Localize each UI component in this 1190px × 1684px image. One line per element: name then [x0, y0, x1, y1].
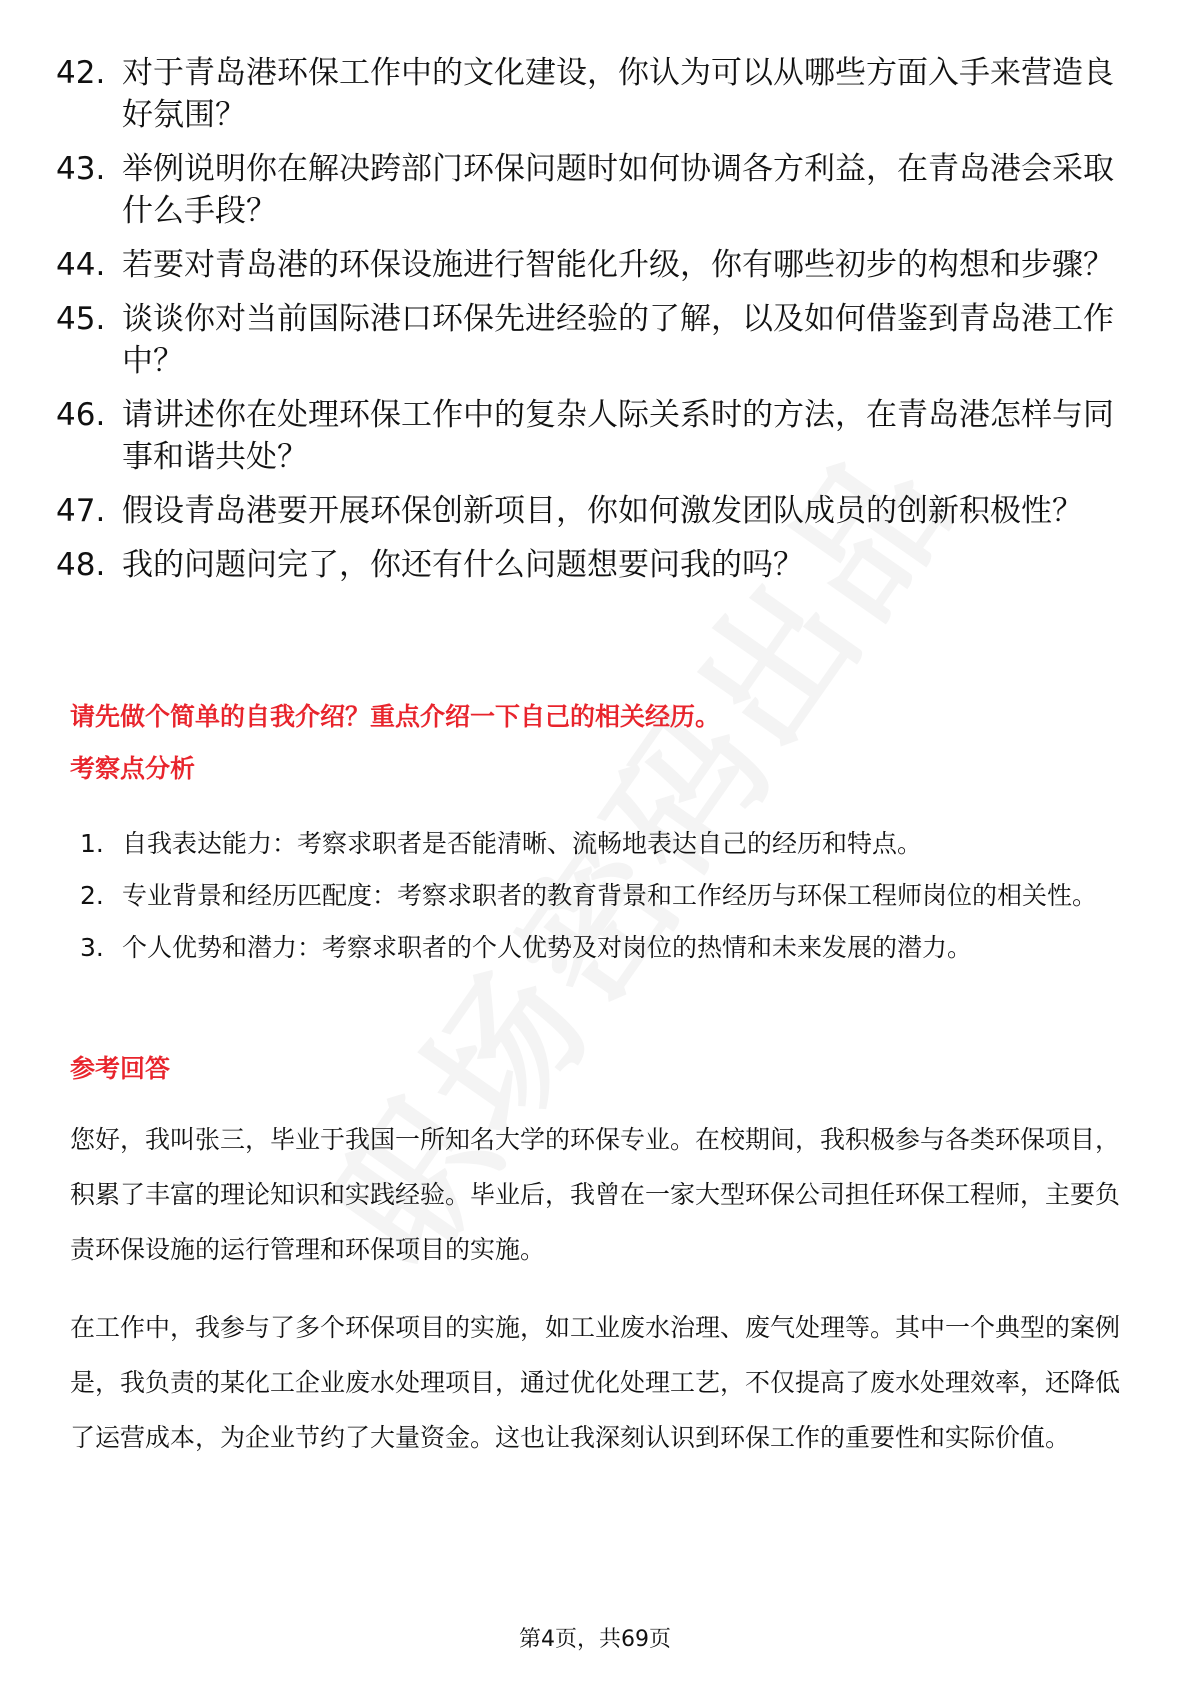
question-text: 请讲述你在处理环保工作中的复杂人际关系时的方法，在青岛港怎样与同事和谐共处？	[122, 397, 1114, 475]
point-text: 专业背景和经历匹配度：考察求职者的教育背景和工作经历与环保工程师岗位的相关性。	[122, 881, 1098, 910]
question-text: 举例说明你在解决跨部门环保问题时如何协调各方利益，在青岛港会采取什么手段？	[122, 151, 1114, 229]
analysis-heading: 考察点分析	[70, 754, 196, 783]
point-number: 1.	[80, 829, 104, 858]
question-number: 48.	[56, 547, 106, 583]
question-item	[56, 148, 1136, 232]
answer-paragraph: 在工作中，我参与了多个环保项目的实施，如工业废水治理、废气处理等。其中一个典型的案例是，我负责的某化工企业废水处理项目，通过优化处理工艺，不仅提高了废水处理效率，还降低了运营成本，为企业节约了大量资金。这也让我深刻认识到环保工作的重要性和实际价值。	[70, 1313, 1121, 1452]
question-text: 我的问题问完了，你还有什么问题想要问我的吗？	[122, 547, 804, 583]
question-number: 44.	[56, 247, 106, 283]
question-item	[56, 490, 1136, 532]
question-number: 42.	[56, 55, 106, 91]
analysis-points	[80, 818, 1130, 974]
question-number: 46.	[56, 397, 106, 433]
analysis-point	[80, 818, 1130, 870]
question-item	[56, 394, 1136, 478]
question-item	[56, 52, 1136, 136]
question-item	[56, 244, 1136, 286]
question-text: 若要对青岛港的环保设施进行智能化升级，你有哪些初步的构想和步骤？	[122, 247, 1114, 283]
section-question-heading: 请先做个简单的自我介绍？重点介绍一下自己的相关经历。	[70, 702, 721, 731]
point-number: 2.	[80, 881, 104, 910]
question-number: 47.	[56, 493, 106, 529]
question-text: 谈谈你对当前国际港口环保先进经验的了解，以及如何借鉴到青岛港工作中？	[122, 301, 1114, 379]
question-item	[56, 544, 1136, 586]
answer-paragraph: 您好，我叫张三，毕业于我国一所知名大学的环保专业。在校期间，我积极参与各类环保项目，积累了丰富的理论知识和实践经验。毕业后，我曾在一家大型环保公司担任环保工程师，主要负责环保设施的运行管理和环保项目的实施。	[70, 1125, 1121, 1264]
question-list	[56, 52, 1136, 598]
point-text: 自我表达能力：考察求职者是否能清晰、流畅地表达自己的经历和特点。	[122, 829, 923, 858]
answer-heading: 参考回答	[70, 1054, 171, 1083]
analysis-point	[80, 922, 1130, 974]
question-number: 45.	[56, 301, 106, 337]
point-text: 个人优势和潜力：考察求职者的个人优势及对岗位的热情和未来发展的潜力。	[122, 933, 973, 962]
question-text: 假设青岛港要开展环保创新项目，你如何激发团队成员的创新积极性？	[122, 493, 1083, 529]
question-number: 43.	[56, 151, 106, 187]
point-number: 3.	[80, 933, 104, 962]
page-footer: 第4页，共69页	[519, 1627, 671, 1652]
analysis-point	[80, 870, 1130, 922]
question-text: 对于青岛港环保工作中的文化建设，你认为可以从哪些方面入手来营造良好氛围？	[122, 55, 1114, 133]
question-item	[56, 298, 1136, 382]
